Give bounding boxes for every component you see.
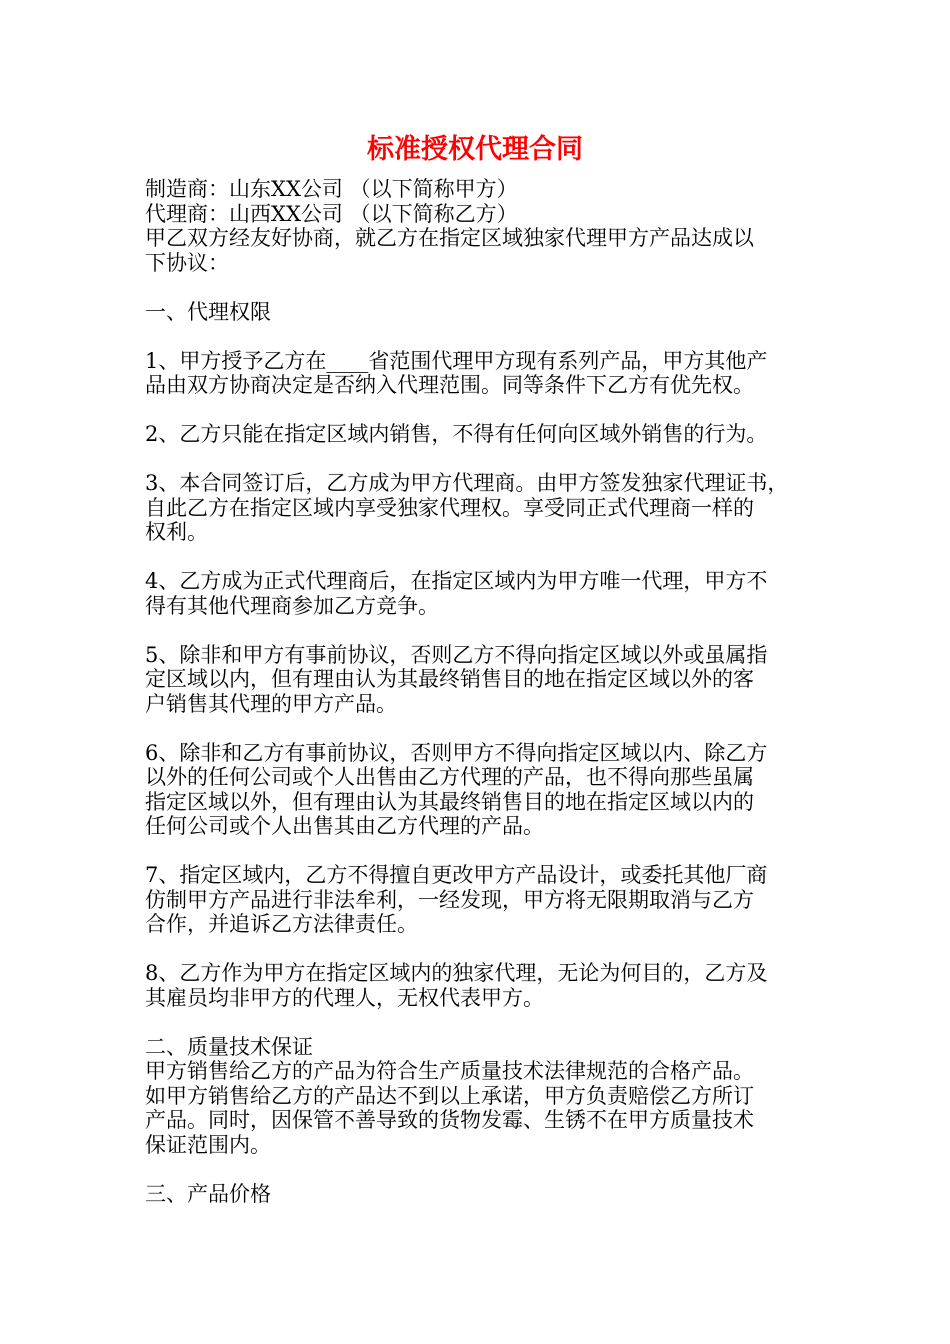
text-line: 下协议： [145,250,229,275]
text-line: 任何公司或个人出售其由乙方代理的产品。 [145,814,544,838]
blank-line [145,839,815,864]
text-line: 6、除非和乙方有事前协议，否则甲方不得向指定区域以内、除乙方 [145,740,768,765]
text-line: 仿制甲方产品进行非法牟利，一经发现，甲方将无限期取消与乙方 [145,887,754,912]
text-line: 三、产品价格 [145,1181,271,1206]
text-line: 自此乙方在指定区域内享受独家代理权。享受同正式代理商一样的 [145,495,754,520]
text-line: 甲乙双方经友好协商，就乙方在指定区域独家代理甲方产品达成以 [145,226,754,250]
text-line: 一、代理权限 [145,299,271,324]
text-line: 甲方销售给乙方的产品为符合生产质量技术法律规范的合格产品。 [145,1059,754,1083]
document-title: 标准授权代理合同 [367,134,583,165]
blank-line [145,275,815,300]
text-line: 产品。同时，因保管不善导致的货物发霉、生锈不在甲方质量技术 [145,1108,754,1132]
text-line: 1、甲方授予乙方在____省范围代理甲方现有系列产品，甲方其他产 [145,348,768,373]
text-line: 品由双方协商决定是否纳入代理范围。同等条件下乙方有优先权。 [145,373,754,397]
text-line: 合作，并追诉乙方法律责任。 [145,912,418,936]
blank-line [145,447,815,472]
text-line: 定区域以内，但有理由认为其最终销售目的地在指定区域以外的客 [145,667,754,691]
text-line: 得有其他代理商参加乙方竞争。 [145,593,439,618]
text-line: 指定区域以外，但有理由认为其最终销售目的地在指定区域以内的 [145,789,754,814]
text-line: 以外的任何公司或个人出售由乙方代理的产品，也不得向那些虽属 [145,765,754,789]
blank-line [145,716,815,741]
blank-line [145,1010,815,1035]
text-line: 2、乙方只能在指定区域内销售，不得有任何向区域外销售的行为。 [145,422,768,446]
text-line: 二、质量技术保证 [145,1034,313,1059]
text-line: 8、乙方作为甲方在指定区域内的独家代理，无论为何目的，乙方及 [145,961,768,985]
text-line: 7、指定区域内，乙方不得擅自更改甲方产品设计，或委托其他厂商 [145,863,768,887]
text-line: 制造商：山东XX公司 （以下简称甲方） [145,177,518,201]
text-line: 3、本合同签订后，乙方成为甲方代理商。由甲方签发独家代理证书， [145,471,789,495]
blank-line [145,324,815,349]
text-line: 4、乙方成为正式代理商后，在指定区域内为甲方唯一代理，甲方不 [145,569,768,593]
text-line: 户销售其代理的甲方产品。 [145,691,397,716]
blank-line [145,1157,815,1182]
blank-line [145,937,815,962]
text-line: 权利。 [145,520,208,544]
blank-line [145,618,815,643]
text-line: 其雇员均非甲方的代理人，无权代表甲方。 [145,985,544,1010]
document-body [145,177,815,1206]
text-line: 保证范围内。 [145,1132,271,1157]
text-line: 如甲方销售给乙方的产品达不到以上承诺，甲方负责赔偿乙方所订 [145,1083,754,1108]
blank-line [145,398,815,423]
blank-line [145,545,815,570]
text-line: 代理商：山西XX公司 （以下简称乙方） [145,201,518,226]
text-line: 5、除非和甲方有事前协议，否则乙方不得向指定区域以外或虽属指 [145,642,768,667]
